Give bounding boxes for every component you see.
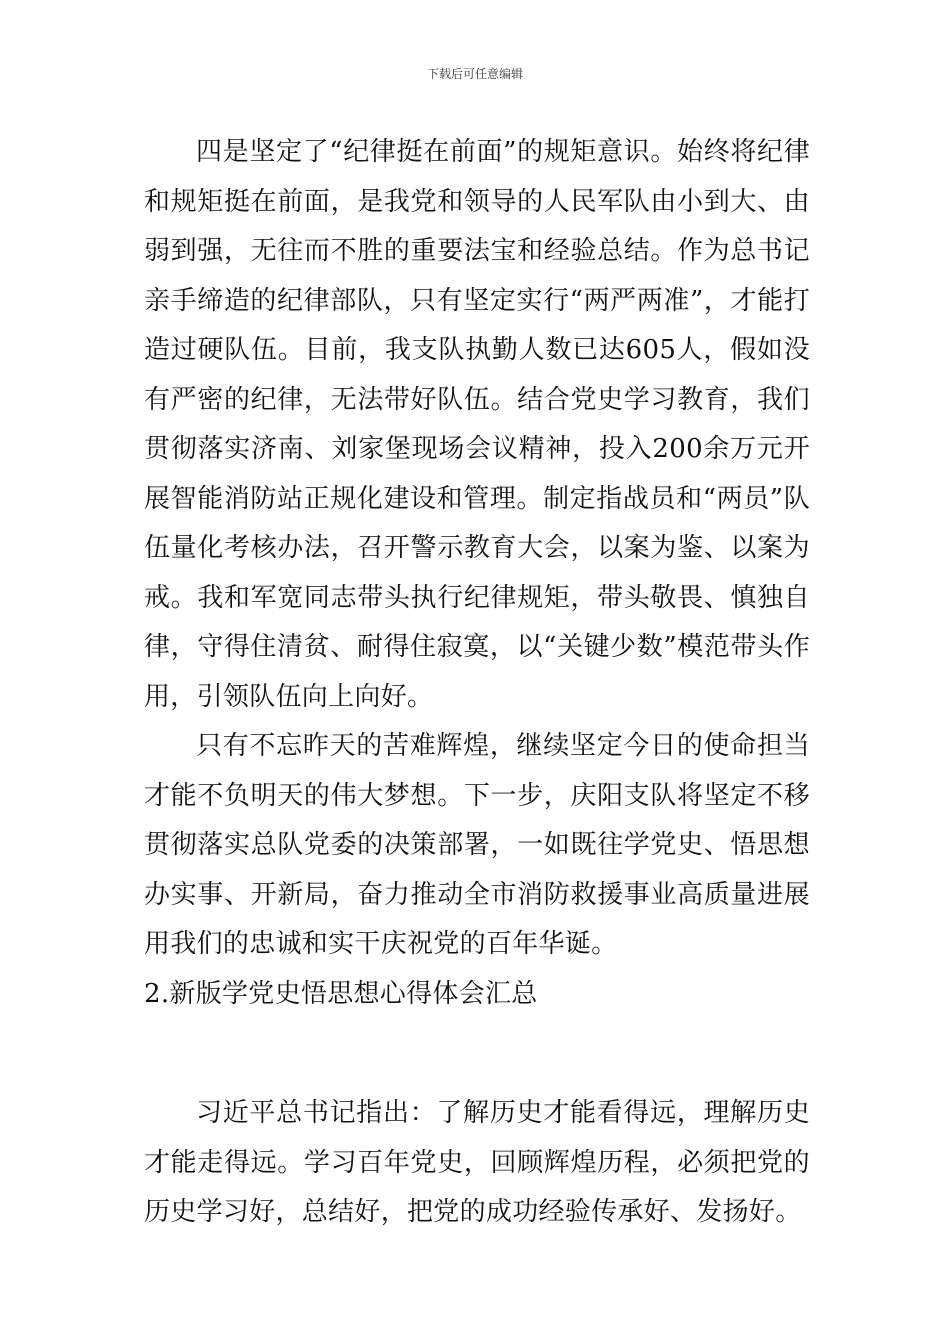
paragraph-history: 习近平总书记指出：了解历史才能看得远，理解历史才能走得远。学习百年党史，回顾辉煌历程，必须把党的历史学习好，总结好，把党的成功经验传承好、发扬好。 bbox=[144, 1098, 810, 1227]
paragraph-discipline: 四是坚定了“纪律挺在前面”的规矩意识。始终将纪律和规矩挺在前面，是我党和领导的人民军队由小到大、由弱到强，无往而不胜的重要法宝和经验总结。作为总书记亲手缔造的纪律部队，只有坚定实行“两严两准”，才能打造过硬队伍。目前，我支队执勤人数已达605人，假如没有严密的纪律，无法带好队伍。结合党史学习教育，我们贯彻落实济南、刘家堡现场会议精神，投入200余万元开展智能消防站正规化建设和管理。制定指战员和“两员”队伍量化考核办法，召开警示教育大会，以案为鉴、以案为戒。我和军宽同志带头执行纪律规矩，带头敬畏、慎独自律，守得住清贫、耐得住寂寞，以“关键少数”模范带头作用，引领队伍向上向好。 bbox=[144, 137, 810, 712]
document-body bbox=[144, 128, 810, 1238]
section-gap bbox=[144, 1019, 810, 1089]
page-header: 下载后可任意编辑 bbox=[426, 67, 523, 81]
section-heading: 2.新版学党史悟思想心得体会汇总 bbox=[144, 978, 538, 1009]
paragraph-next-steps: 只有不忘昨天的苦难辉煌，继续坚定今日的使命担当才能不负明天的伟大梦想。下一步，庆阳支队将坚定不移贯彻落实总队党委的决策部署，一如既往学党史、悟思想办实事、开新局，奋力推动全市消防救援事业高质量进展用我们的忠诚和实干庆祝党的百年华诞。 bbox=[144, 731, 810, 959]
